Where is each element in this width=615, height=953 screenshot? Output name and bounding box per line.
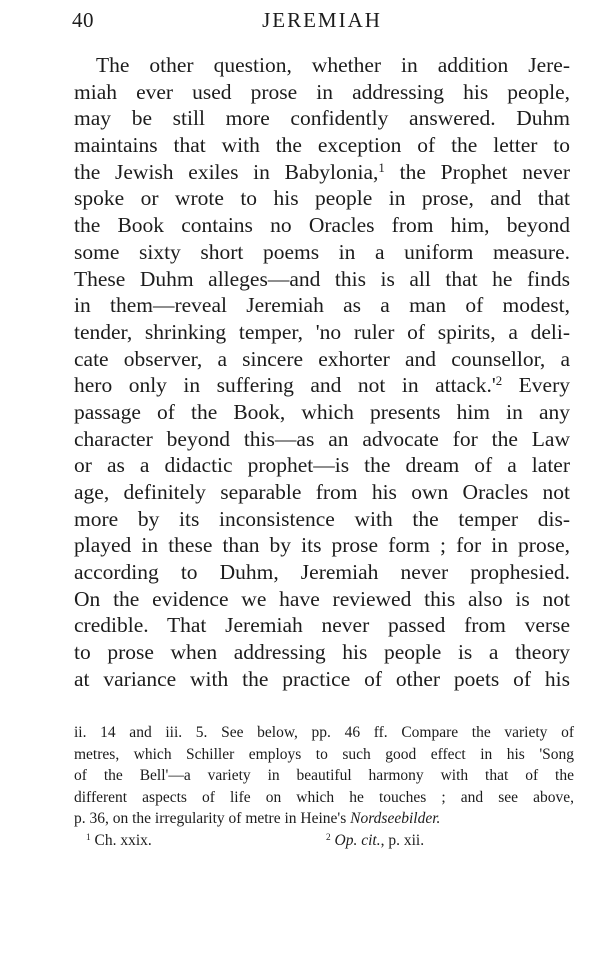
page-header bbox=[72, 8, 572, 36]
footnote-line: metres, which Schiller employs to such good effect in his 'Song bbox=[74, 745, 574, 763]
body-line: played in these than by its prose form ; for in prose, bbox=[74, 533, 570, 558]
body-line: at variance with the practice of other poets of his bbox=[74, 666, 570, 691]
body-line: in them—reveal Jeremiah as a man of modest, bbox=[74, 293, 570, 318]
body-line: may be still more confidently answered. Duhm bbox=[74, 106, 570, 131]
body-line-text: the Jewish exiles in Babylonia, bbox=[74, 159, 379, 184]
body-line: tender, shrinking temper, 'no ruler of spirits, a deli- bbox=[74, 319, 570, 344]
footnote-2-number: 2 bbox=[326, 832, 331, 843]
body-line: miah ever used prose in addressing his people, bbox=[74, 79, 570, 104]
footnote-2-text: , p. xii. bbox=[380, 831, 425, 849]
running-title: JEREMIAH bbox=[262, 8, 382, 32]
body-line: cate observer, a sincere exhorter and counsellor, a bbox=[74, 346, 570, 371]
body-line: more by its inconsistence with the temper dis- bbox=[74, 506, 570, 531]
footnote-refs bbox=[74, 830, 574, 852]
body-line: The other question, whether in addition Jere- bbox=[96, 53, 570, 77]
footnote-title: Nordseebilder. bbox=[350, 810, 441, 827]
footnote-1-number: 1 bbox=[86, 832, 91, 843]
body-text bbox=[74, 52, 570, 693]
body-line: age, definitely separable from his own Oracles not bbox=[74, 480, 570, 504]
footnote-2-italic: Op. cit. bbox=[334, 831, 381, 849]
footnote-text: p. 36, on the irregularity of metre in Heine's bbox=[74, 810, 351, 827]
body-line: or as a didactic prophet—is the dream of a later bbox=[74, 453, 570, 478]
body-line: On the evidence we have reviewed this also is not bbox=[74, 586, 570, 611]
footnote-line bbox=[74, 808, 574, 830]
body-line: character beyond this—as an advocate for the Law bbox=[74, 426, 570, 451]
body-line: credible. That Jeremiah never passed from verse bbox=[74, 613, 570, 638]
body-line: to prose when addressing his people is a theory bbox=[74, 640, 570, 665]
body-line-text: Every bbox=[518, 373, 571, 398]
footnote-1 bbox=[86, 830, 152, 852]
footnote-2 bbox=[326, 830, 424, 852]
body-line: maintains that with the exception of the letter to bbox=[74, 133, 570, 158]
footnotes bbox=[74, 722, 574, 851]
body-line-text: hero only in suffering and not in attack.' bbox=[74, 373, 496, 398]
footnote-line: different aspects of life on which he touches ; and see above, bbox=[74, 788, 574, 806]
footnote-marker-2: 2 bbox=[495, 374, 503, 389]
body-line: These Duhm alleges—and this is all that he finds bbox=[74, 266, 570, 291]
footnote-line: ii. 14 and iii. 5. See below, pp. 46 ff. Compare the variety of bbox=[74, 724, 574, 741]
footnote-line: of the Bell'—a variety in beautiful harmony with that of the bbox=[74, 767, 574, 784]
body-line: passage of the Book, which presents him in any bbox=[74, 399, 570, 424]
body-line: some sixty short poems in a uniform measure. bbox=[74, 239, 570, 264]
body-line: the Book contains no Oracles from him, beyond bbox=[74, 213, 570, 238]
footnote-marker-1: 1 bbox=[378, 160, 385, 175]
body-line-text: the Prophet never bbox=[399, 159, 570, 184]
body-line: spoke or wrote to his people in prose, and that bbox=[74, 186, 570, 211]
footnote-1-text: Ch. xxix. bbox=[94, 831, 152, 849]
body-line bbox=[74, 159, 570, 186]
body-line: according to Duhm, Jeremiah never prophesied. bbox=[74, 560, 570, 585]
body-line bbox=[74, 372, 570, 399]
page-number: 40 bbox=[72, 8, 94, 32]
